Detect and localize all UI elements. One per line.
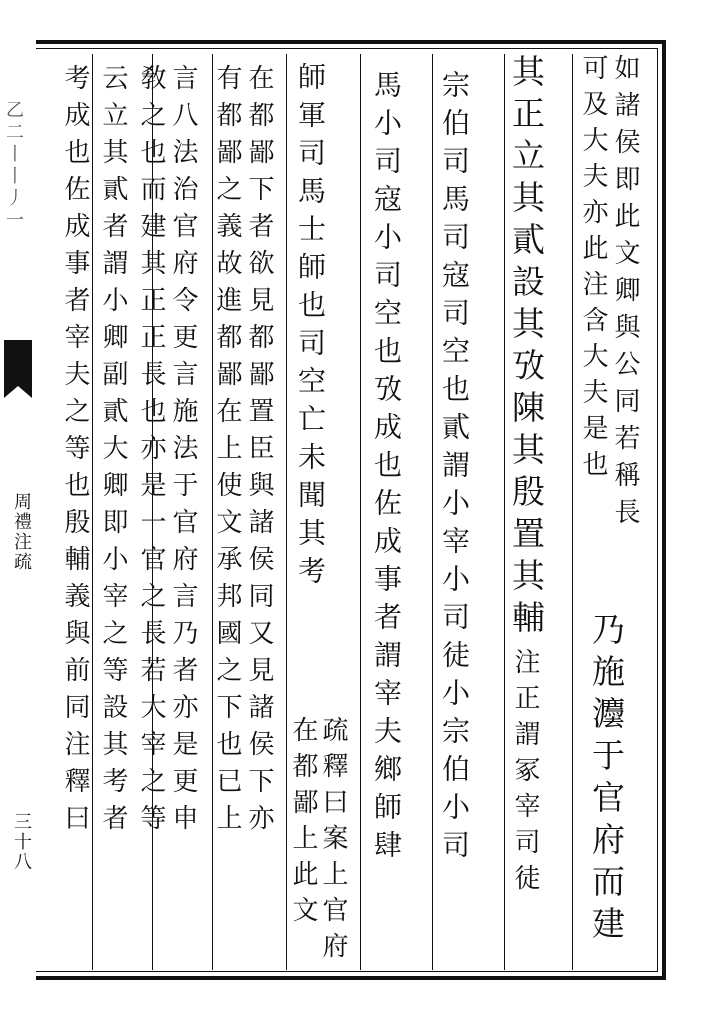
column-rule	[432, 54, 433, 970]
text-column-5-sub: 在都鄙上此文	[288, 716, 318, 932]
text-column-4: 馬小司寇小司空也攷成也佐成事者謂宰夫鄉師肆	[370, 70, 403, 868]
text-column-10: 云立其貳者謂小卿副貳大卿即小宰之等設其考者	[98, 64, 128, 841]
text-column-5: 師軍司馬士師也司空亡未聞其考	[294, 62, 327, 594]
text-column-2: 其正立其貳設其攷陳其殷置其輔	[507, 54, 546, 642]
text-column-5-tail: 疏釋曰案上官府	[318, 716, 348, 968]
fishtail-mark-icon	[4, 340, 32, 386]
column-rule	[504, 54, 505, 970]
margin-edge-text: 乙二丨丨丿一	[3, 100, 24, 232]
folio-number: 三十八	[11, 812, 32, 872]
column-rule	[92, 54, 93, 970]
text-column-6: 在都鄙下者欲見都鄙置臣與諸侯同又見諸侯下亦	[244, 64, 274, 841]
text-column-11: 考成也佐成事者宰夫之等也殷輔義與前同注釋曰	[60, 64, 90, 841]
text-column-8: 言八法治官府令更言施法于官府言乃者亦是更申	[168, 64, 198, 841]
column-rule	[360, 54, 361, 970]
text-column-3: 宗伯司馬司寇司空也貳謂小宰小司徒小宗伯小司	[438, 70, 471, 868]
text-column-1: 如諸侯即此文卿與公同若稱長	[610, 54, 640, 535]
column-rule	[286, 54, 287, 970]
text-column-7: 有都鄙之義故進都鄙在上使文承邦國之下也已上	[212, 64, 242, 841]
book-title: 周禮注疏	[11, 492, 32, 572]
main-heading-cont: 乃施灋于官府而建	[587, 612, 626, 948]
column-rule	[572, 54, 573, 970]
page-margin	[0, 40, 36, 980]
text-column-9: 敎之也而建其正正長也亦是一官之長若大宰之等	[136, 64, 166, 841]
text-column-2-tail: 注正謂冢宰司徒	[510, 648, 540, 900]
text-column-1-sub: 可及大夫亦此注含大夫是也	[578, 54, 608, 486]
